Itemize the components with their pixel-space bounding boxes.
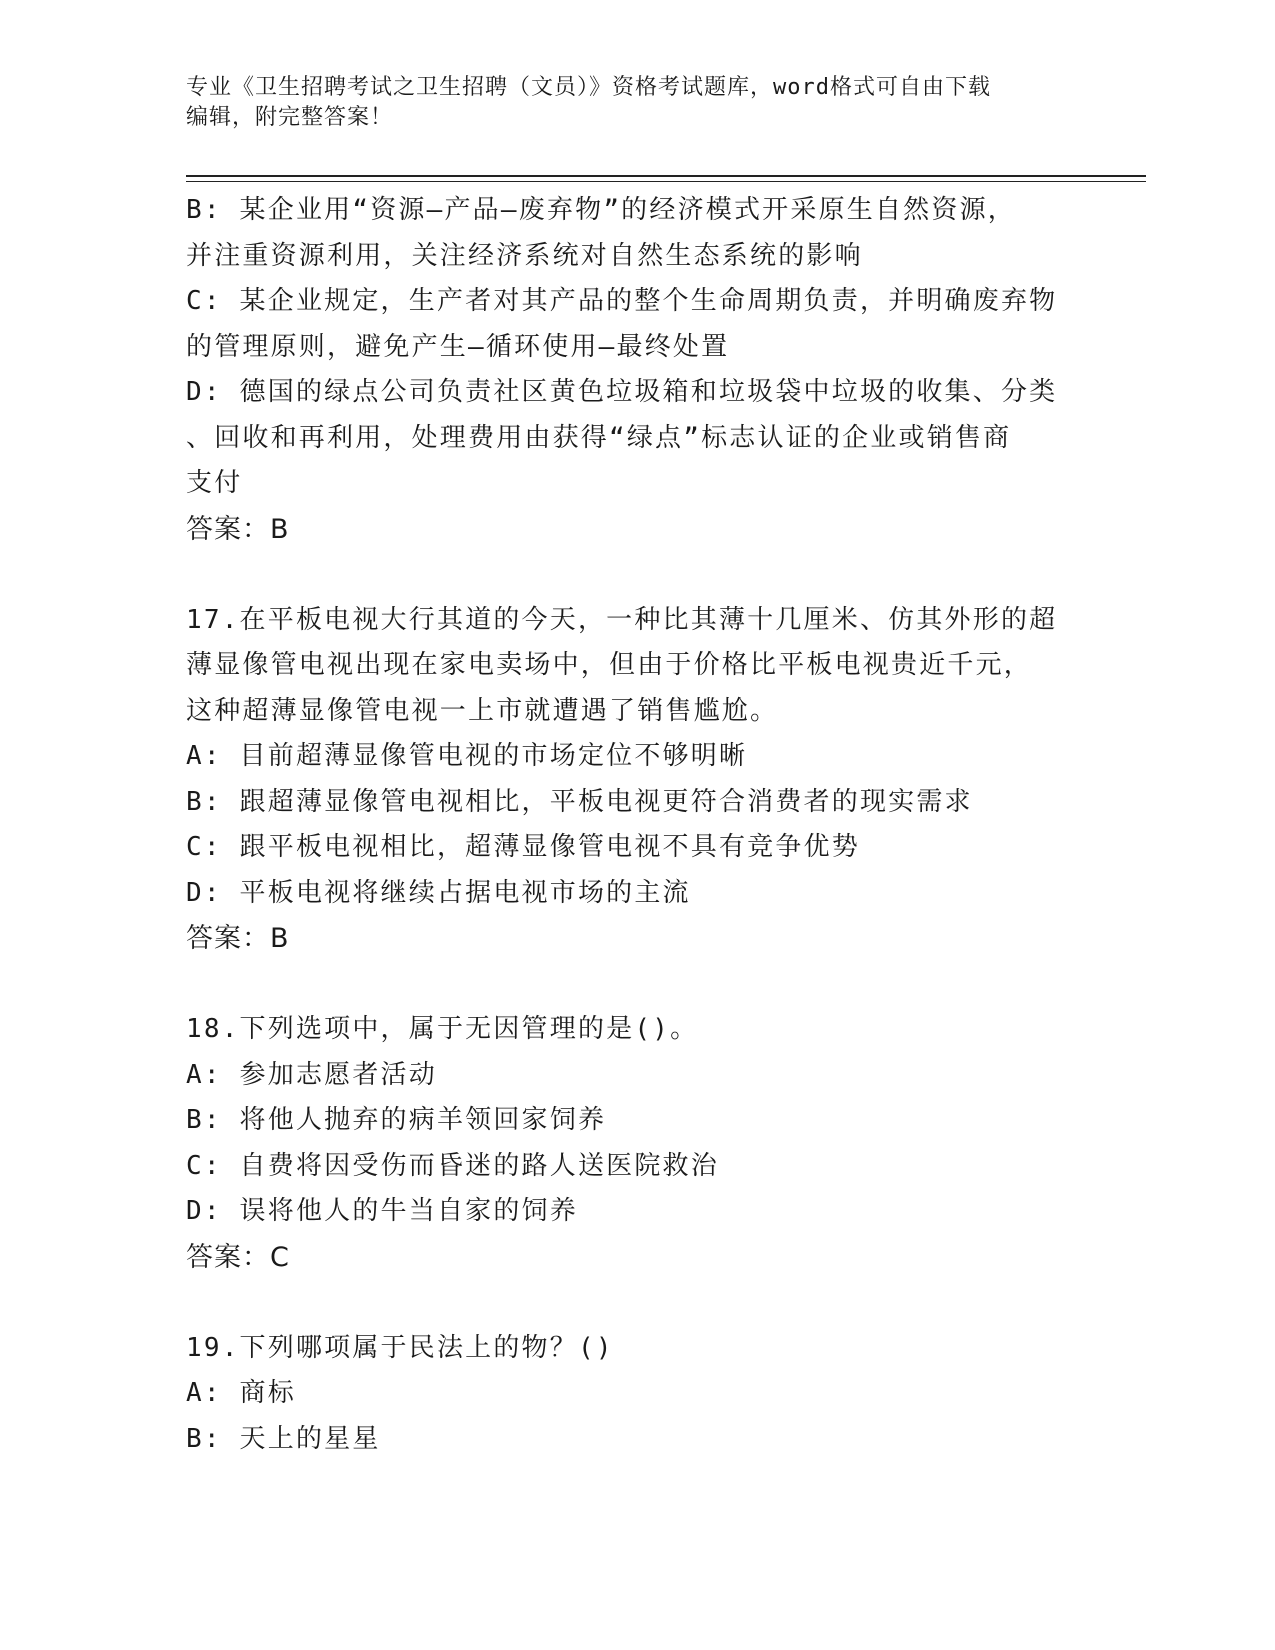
q17-option-a: A: 目前超薄显像管电视的市场定位不够明晰 [186,741,748,771]
q18-option-b: B: 将他人抛弃的病羊领回家饲养 [186,1105,607,1135]
q19-option-a: A: 商标 [186,1378,296,1408]
q18-option-c: C: 自费将因受伤而昏迷的路人送医院救治 [186,1150,719,1181]
header-line-1: 专业《卫生招聘考试之卫生招聘（文员）》资格考试题库，word格式可自由下载 [186,75,991,100]
question-18-block [186,1007,1086,1280]
q16-option-b-line-2: 并注重资源利用，关注经济系统对自然生态系统的影响 [186,240,863,271]
q16-option-d-line-2: 、回收和再利用，处理费用由获得“绿点”标志认证的企业或销售商 [186,422,1012,453]
spacer [186,962,1086,1008]
spacer [186,552,1086,598]
question-19-block [186,1326,1086,1463]
q17-option-d: D: 平板电视将继续占据电视市场的主流 [186,877,691,908]
spacer [186,1280,1086,1326]
q17-answer: 答案：B [186,923,290,954]
q16-option-c-line-1: C: 某企业规定，生产者对其产品的整个生命周期负责，并明确废弃物 [186,286,1058,316]
document-header [186,73,1066,133]
question-16-block [186,188,1086,552]
q16-option-d-line-1: D: 德国的绿点公司负责社区黄色垃圾箱和垃圾袋中垃圾的收集、分类 [186,377,1058,407]
header-line-2: 编辑，附完整答案！ [186,105,394,130]
question-content [186,188,1086,1462]
q16-answer: 答案：B [186,513,290,545]
q19-stem: 19.下列哪项属于民法上的物？() [186,1332,614,1363]
q18-option-d: D: 误将他人的牛当自家的饲养 [186,1196,578,1226]
q17-option-c: C: 跟平板电视相比，超薄显像管电视不具有竞争优势 [186,832,860,862]
q16-option-b-line-1: B: 某企业用“资源—产品—废弃物”的经济模式开采原生自然资源， [186,195,1016,225]
q17-stem-line-1: 17.在平板电视大行其道的今天，一种比其薄十几厘米、仿其外形的超 [186,604,1058,635]
q16-option-c-line-2: 的管理原则，避免产生—循环使用—最终处置 [186,331,730,362]
q19-option-b: B: 天上的星星 [186,1423,381,1454]
q17-stem-line-2: 薄显像管电视出现在家电卖场中，但由于价格比平板电视贵近千元， [186,650,1033,680]
q18-option-a: A: 参加志愿者活动 [186,1059,437,1090]
q17-option-b: B: 跟超薄显像管电视相比，平板电视更符合消费者的现实需求 [186,786,973,817]
header-rule-thin [186,181,1146,182]
question-17-block [186,598,1086,962]
q18-stem: 18.下列选项中，属于无因管理的是()。 [186,1014,699,1044]
header-rule-thick [186,175,1146,177]
q16-option-d-line-3: 支付 [186,468,243,498]
q17-stem-line-3: 这种超薄显像管电视一上市就遭遇了销售尴尬。 [186,695,779,726]
q18-answer: 答案：C [186,1241,290,1273]
